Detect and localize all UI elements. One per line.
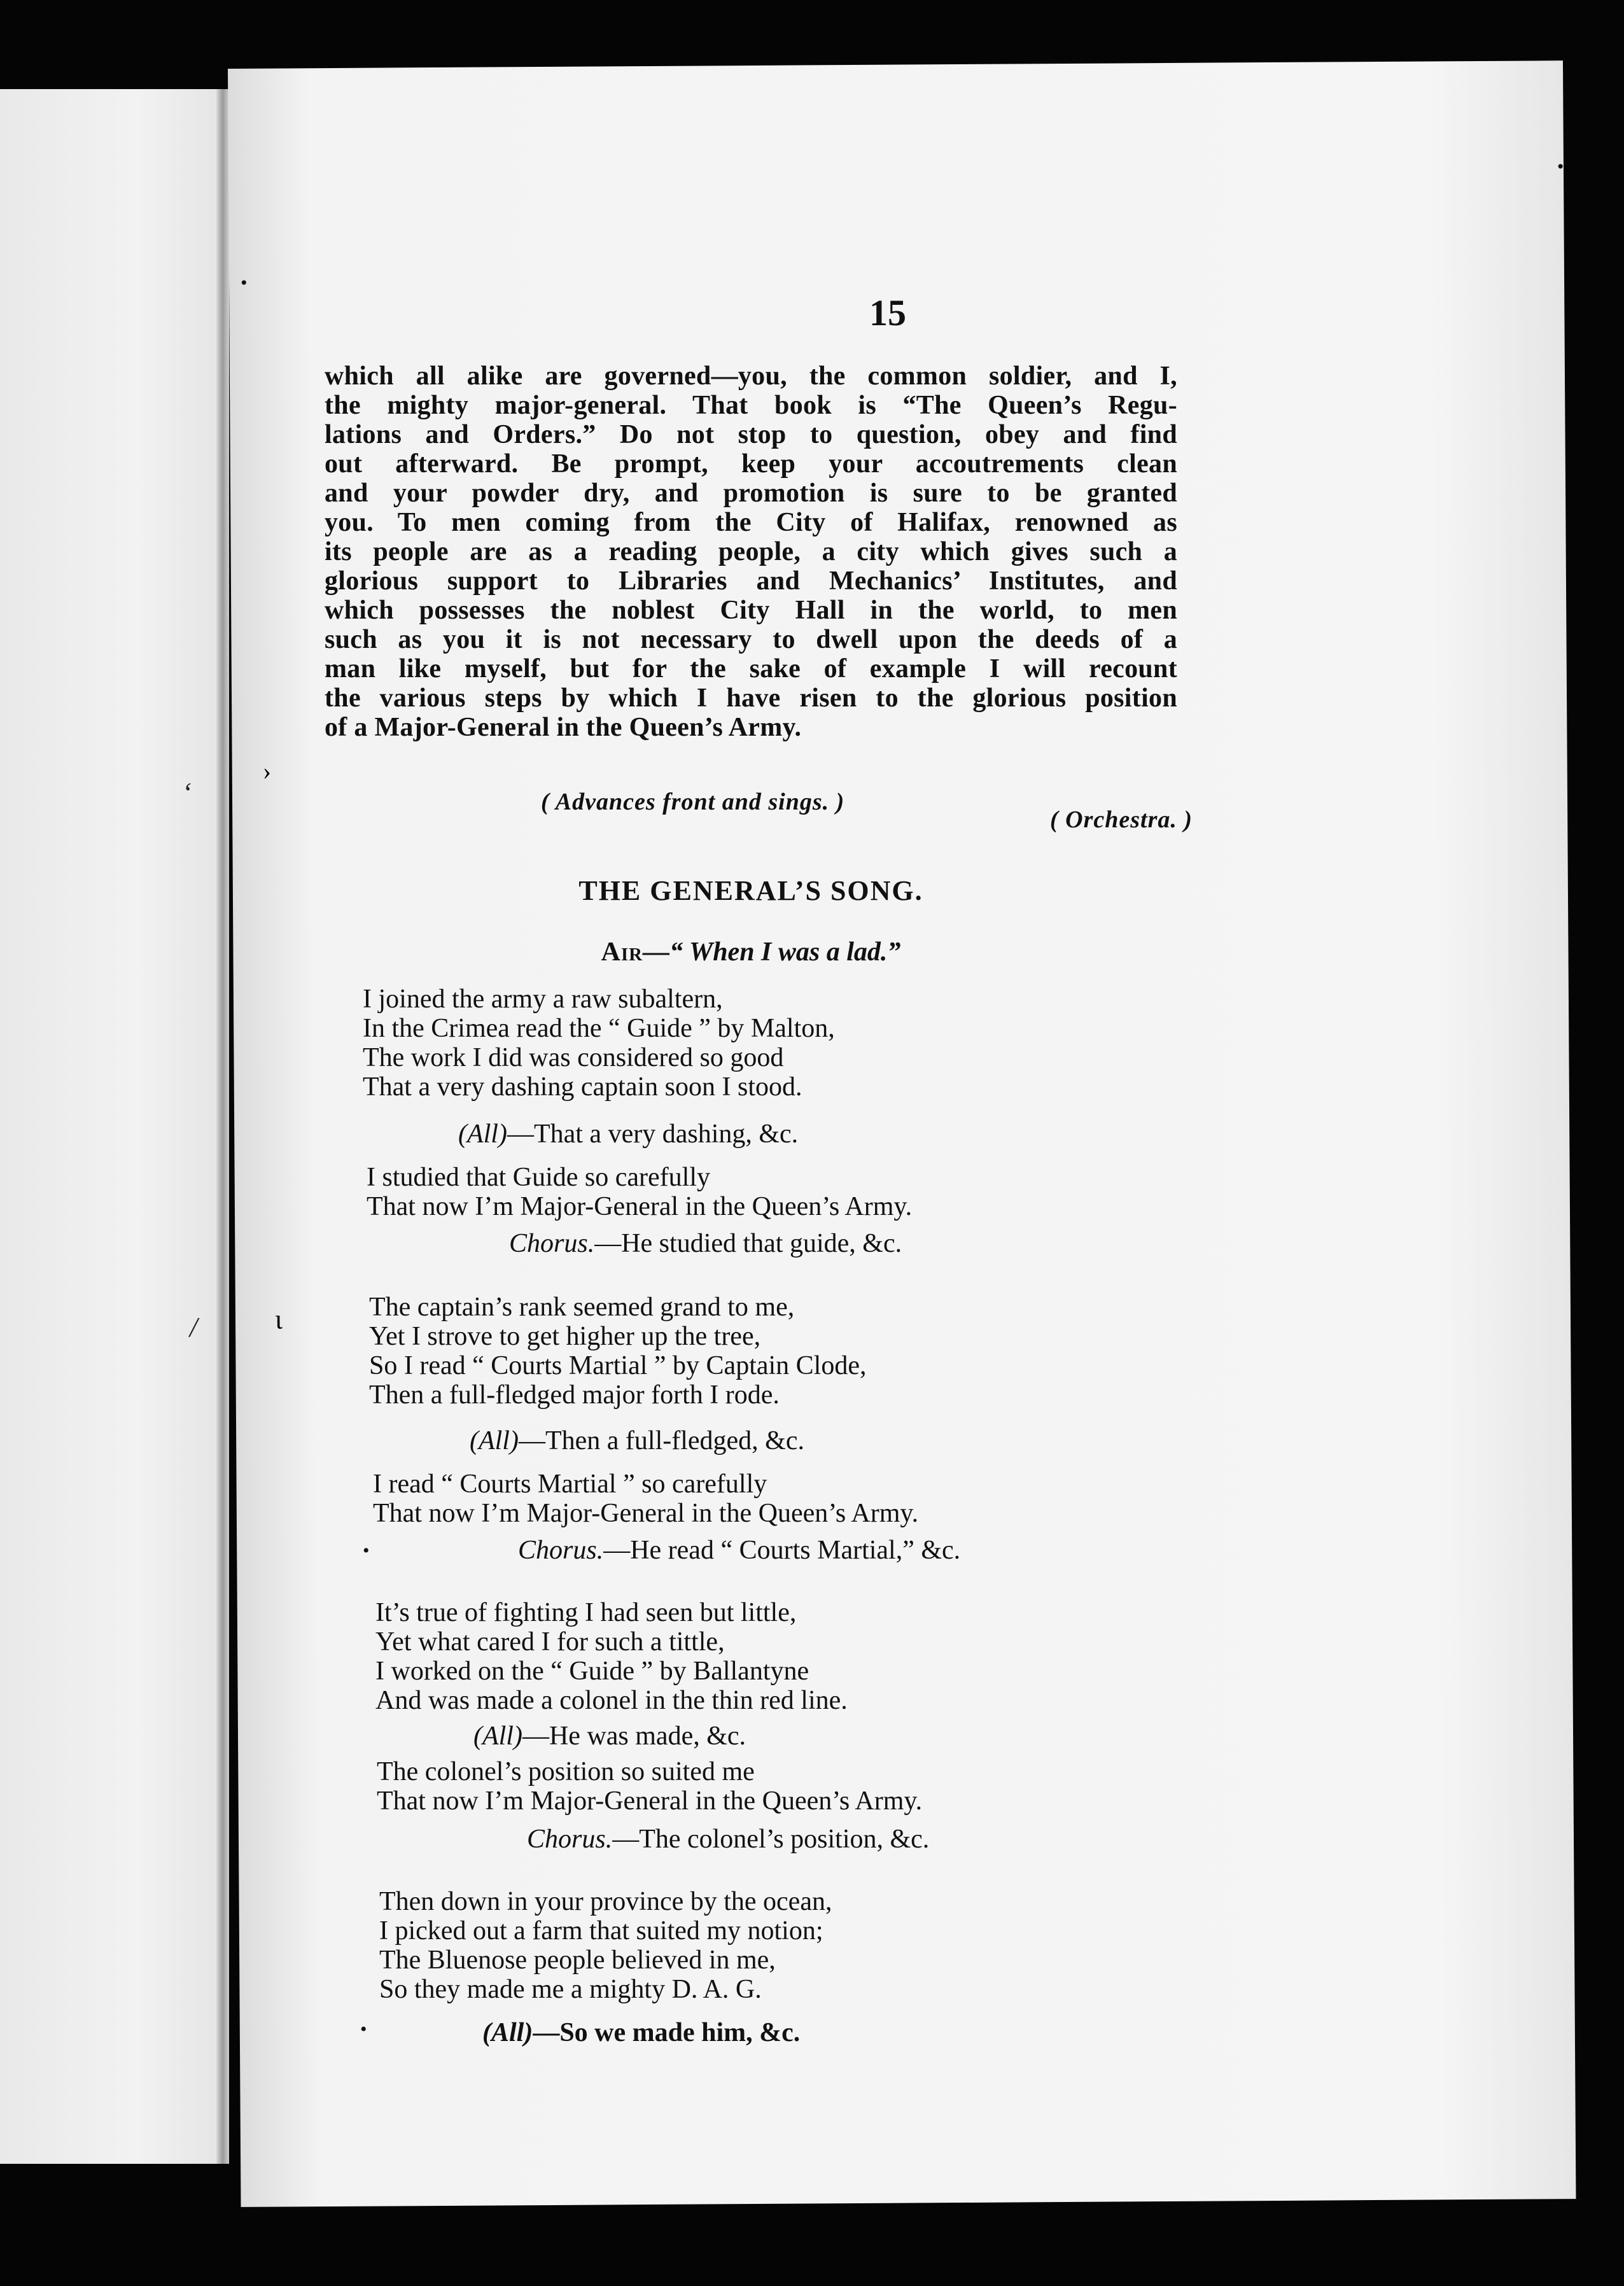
chorus-text: —He studied that guide, &c. (594, 1229, 902, 1258)
all-text: —Then a full-fledged, &c. (518, 1426, 804, 1455)
paragraph-line: you. To men coming from the City of Halifax, renowned as (325, 508, 1177, 537)
paragraph-line: man like myself, but for the sake of example I will recount (325, 654, 1177, 684)
paragraph-line: the mighty major-general. That book is “The Queen’s Regu- (325, 391, 1177, 420)
couplet-line: That now I’m Major-General in the Queen’s Army. (367, 1192, 913, 1221)
verse-line: So I read “ Courts Martial ” by Captain Clode, (369, 1351, 867, 1380)
chorus-text: —He read “ Courts Martial,” &c. (603, 1536, 961, 1565)
verse-line: The Bluenose people believed in me, (379, 1946, 776, 1975)
all-refrain (458, 1119, 798, 1149)
speck: • (363, 1540, 370, 1561)
paragraph-line: the various steps by which I have risen to the glorious position (325, 684, 1177, 713)
verse-line: So they made me a mighty D. A. G. (379, 1975, 762, 2004)
verse-line: Yet what cared I for such a tittle, (375, 1627, 725, 1657)
margin-mark: › (262, 756, 272, 785)
chorus-refrain (527, 1824, 929, 1855)
verse-line: I picked out a farm that suited my notion; (379, 1916, 823, 1946)
couplet-line: I read “ Courts Martial ” so carefully (373, 1469, 767, 1499)
speech-paragraph (325, 361, 1177, 742)
couplet-line: The colonel’s position so suited me (377, 1757, 755, 1786)
paragraph-line: which all alike are governed—you, the common soldier, and I, (325, 361, 1177, 391)
all-tag: (All) (473, 1722, 522, 1751)
verse-line: Then a full-fledged major forth I rode. (369, 1380, 780, 1410)
all-refrain (470, 1426, 804, 1456)
all-refrain (482, 2017, 800, 2048)
paragraph-line: which possesses the noblest City Hall in the world, to men (325, 596, 1177, 625)
orchestra-note: ( Orchestra. ) (1050, 806, 1193, 833)
speck: • (240, 272, 248, 293)
page-number: 15 (869, 292, 906, 333)
paragraph-line: its people are as a reading people, a city which gives such a (325, 537, 1177, 566)
chorus-text: —The colonel’s position, &c. (612, 1825, 930, 1854)
margin-mark: / (190, 1312, 198, 1343)
all-text: —He was made, &c. (522, 1722, 746, 1751)
verse-line: I worked on the “ Guide ” by Ballantyne (375, 1657, 809, 1686)
speck: • (360, 2019, 367, 2040)
stage-direction: ( Advances front and sings. ) (541, 789, 845, 815)
paragraph-line: of a Major-General in the Queen’s Army. (325, 713, 802, 742)
verse-line: That a very dashing captain soon I stood. (363, 1072, 802, 1102)
all-tag: (All) (458, 1119, 507, 1149)
air-label: Air (601, 937, 643, 967)
all-text: —So we made him, &c. (533, 2018, 801, 2047)
verse-line: In the Crimea read the “ Guide ” by Malton, (363, 1014, 835, 1043)
couplet-line: That now I’m Major-General in the Queen’s Army. (377, 1786, 923, 1816)
margin-mark: ι (274, 1303, 283, 1335)
verse-line: Yet I strove to get higher up the tree, (369, 1322, 761, 1351)
verse-line: And was made a colonel in the thin red line. (375, 1686, 848, 1715)
book-spine (216, 89, 229, 2164)
chorus-refrain (518, 1535, 960, 1566)
paragraph-line: lations and Orders.” Do not stop to question, obey and find (325, 420, 1177, 449)
chorus-tag: Chorus. (518, 1536, 604, 1565)
all-refrain (473, 1721, 746, 1751)
all-tag: (All) (482, 2018, 533, 2047)
chorus-tag: Chorus. (509, 1229, 595, 1258)
verse-line: The work I did was considered so good (363, 1043, 784, 1072)
couplet-line: That now I’m Major-General in the Queen’s Army. (373, 1499, 919, 1528)
verse-line: The captain’s rank seemed grand to me, (369, 1293, 795, 1322)
chorus-tag: Chorus. (527, 1825, 613, 1854)
verse-line: It’s true of fighting I had seen but little, (375, 1598, 797, 1627)
all-tag: (All) (470, 1426, 519, 1455)
paragraph-line: and your powder dry, and promotion is sure to be granted (325, 479, 1177, 508)
all-text: —That a very dashing, &c. (507, 1119, 799, 1149)
air-line (325, 937, 1177, 967)
speck: • (1557, 156, 1564, 178)
paragraph-line: out afterward. Be prompt, keep your accoutrements clean (325, 449, 1177, 479)
paragraph-line: such as you it is not necessary to dwell upon the deeds of a (325, 625, 1177, 654)
song-title: THE GENERAL’S SONG. (578, 875, 923, 906)
air-tune: —“ When I was a lad.” (643, 937, 901, 967)
couplet-line: I studied that Guide so carefully (367, 1163, 711, 1192)
paragraph-line: glorious support to Libraries and Mechanics’ Institutes, and (325, 566, 1177, 596)
left-page (0, 89, 228, 2164)
verse-line: Then down in your province by the ocean, (379, 1887, 832, 1916)
verse-line: I joined the army a raw subaltern, (363, 985, 723, 1014)
chorus-refrain (509, 1228, 902, 1259)
margin-mark: ‘ (182, 777, 192, 808)
